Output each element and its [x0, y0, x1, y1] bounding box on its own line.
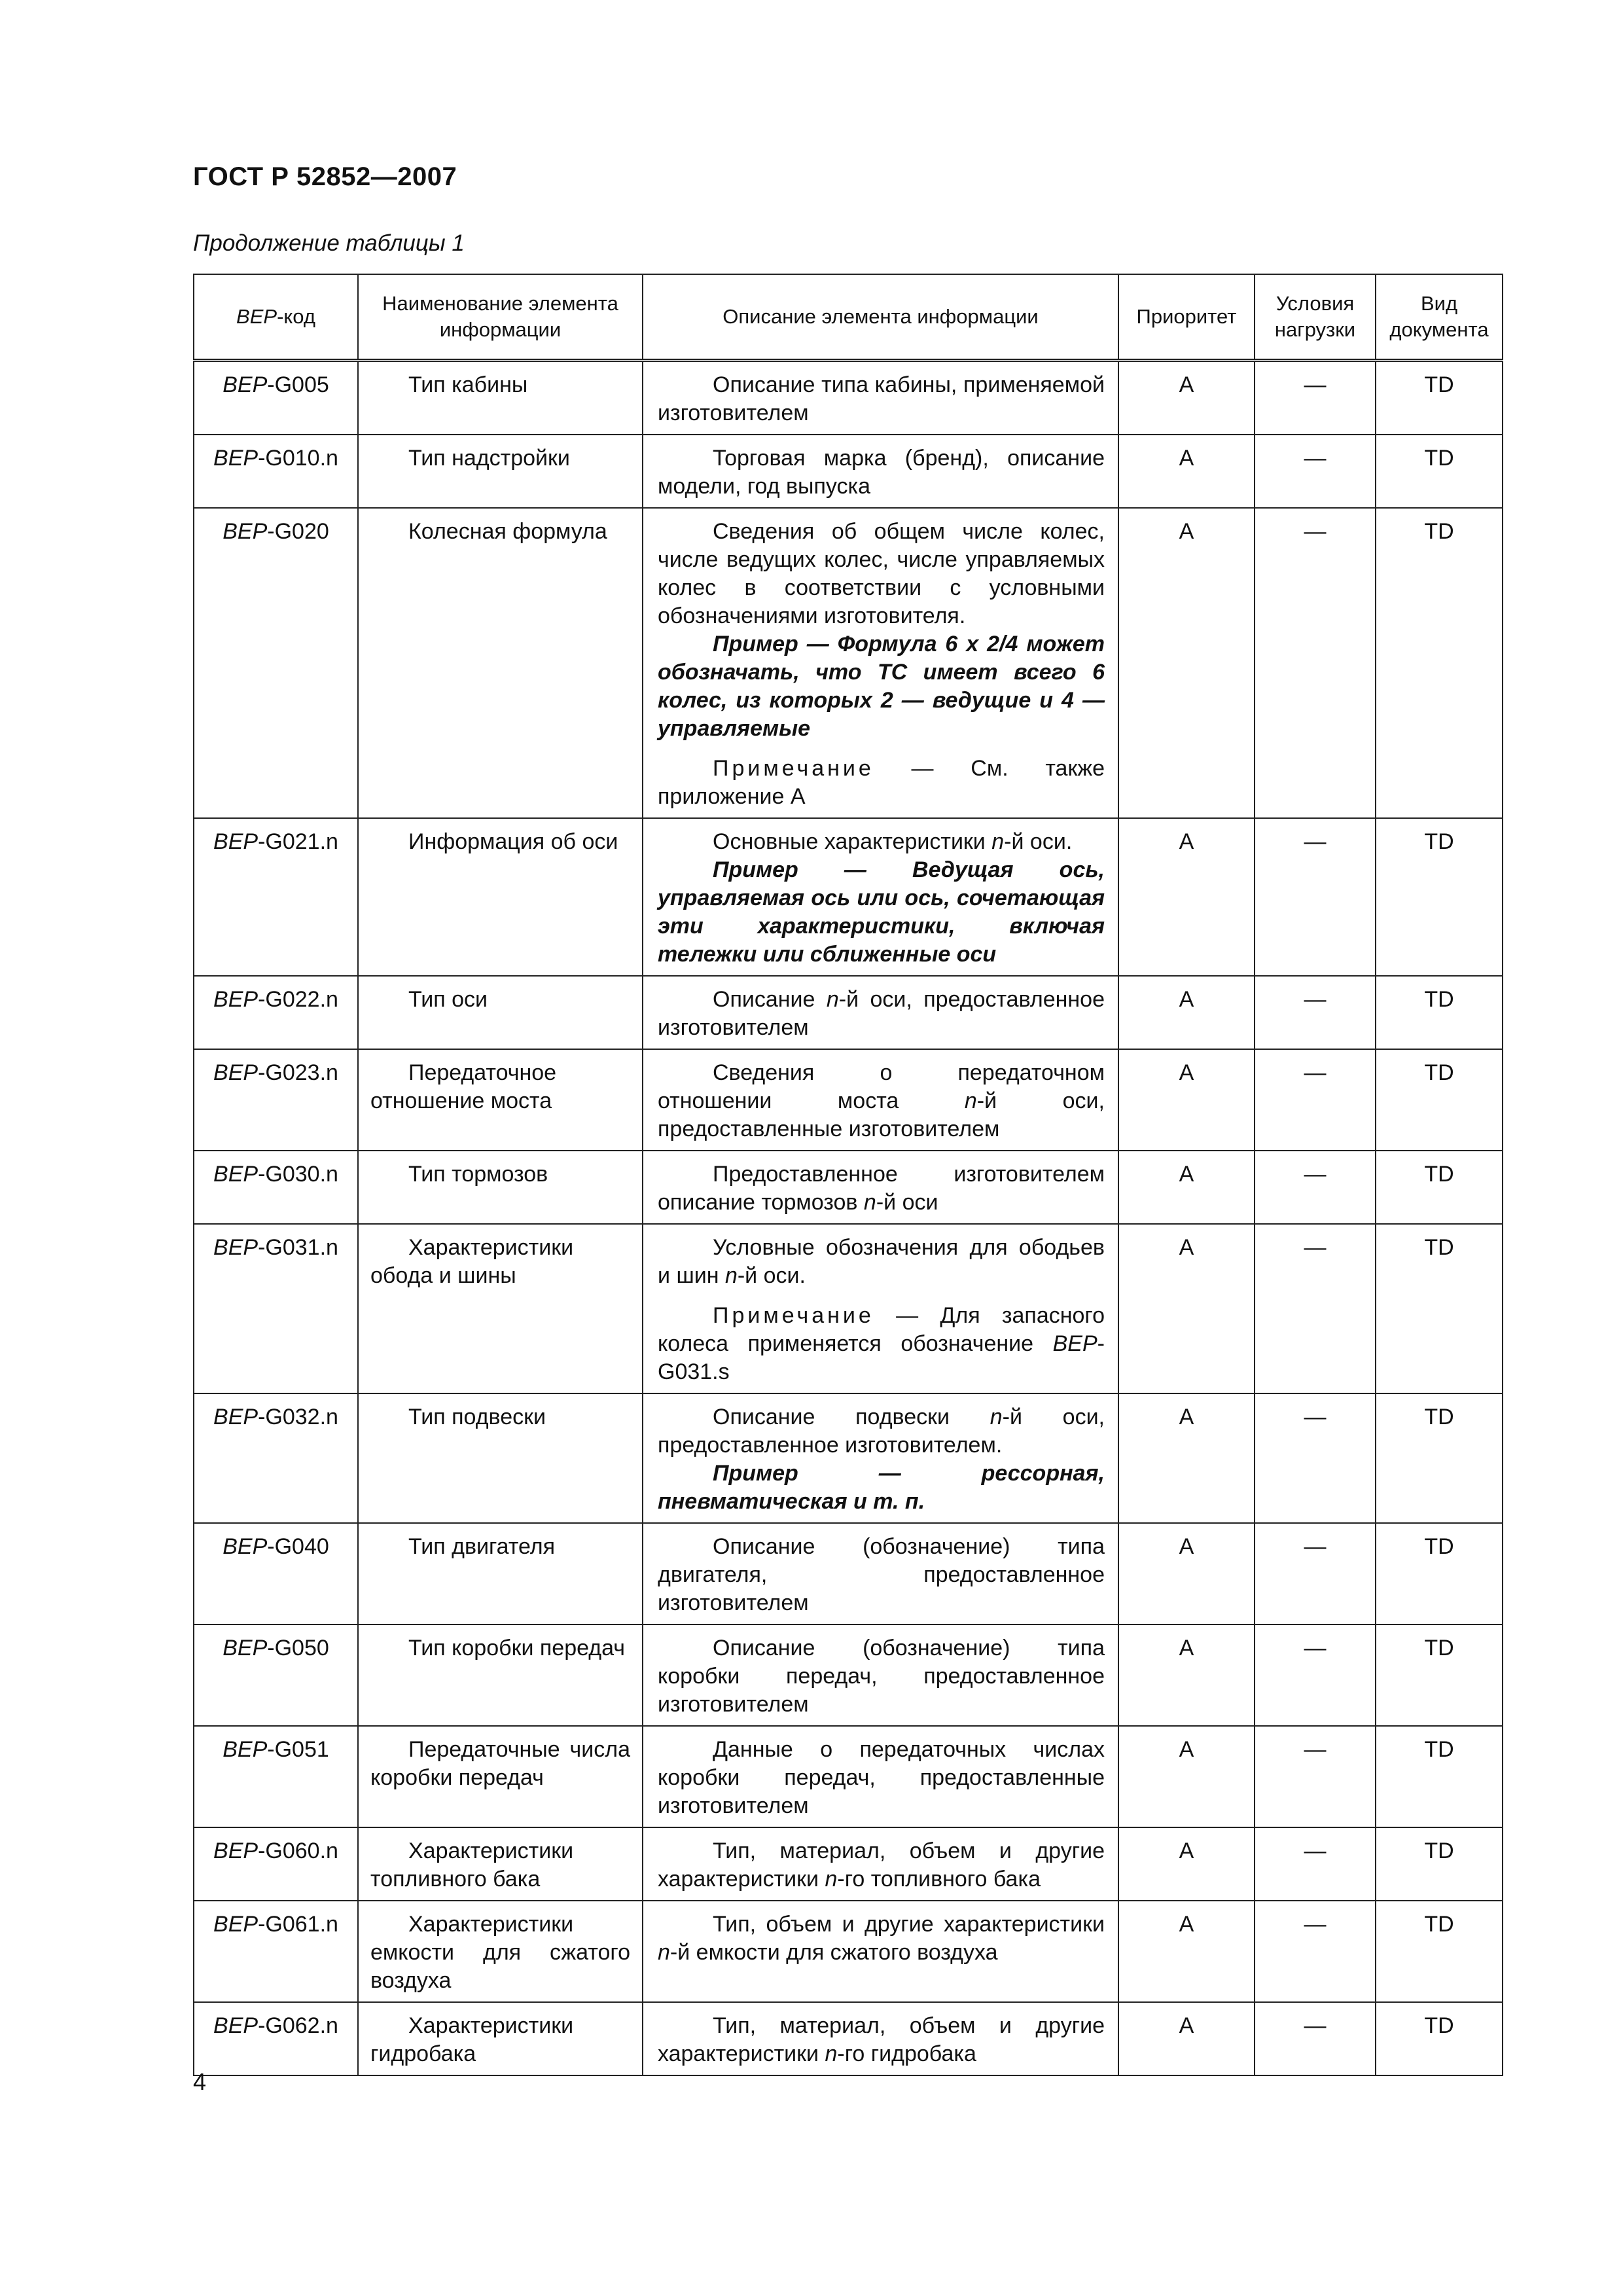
- load-cell: —: [1255, 435, 1376, 508]
- doctype-cell: TD: [1376, 1151, 1503, 1224]
- code-cell: BEP-G023.n: [194, 1049, 358, 1151]
- header-document-type: Вид документа: [1376, 274, 1503, 361]
- table-row: [194, 1151, 1503, 1224]
- description-cell: Основные характеристики n-й оси. Пример — Ведущая ось, управляемая ось или ось, сочетающая эти характеристики, включая тележки или сближенные оси: [643, 818, 1118, 976]
- description-cell: Тип, материал, объем и другие характеристики n-го топливного бака: [643, 1827, 1118, 1901]
- table-row: [194, 1901, 1503, 2002]
- example-text: Пример — рессорная, пневматическая и т. п.: [658, 1461, 1105, 1514]
- doctype-cell: TD: [1376, 1224, 1503, 1393]
- load-cell: —: [1255, 1523, 1376, 1624]
- description-cell: Описание n-й оси, предоставленное изготовителем: [643, 976, 1118, 1049]
- header-name: Наименование элемента информации: [358, 274, 643, 361]
- code-cell: BEP-G022.n: [194, 976, 358, 1049]
- description-cell: Сведения об общем числе колес, числе ведущих колес, числе управляемых колес в соответствии с условными обозначениями изготовителя. Пример — Формула 6 х 2/4 может обозначать, что ТС имеет всего 6 колес, из которых 2 — ведущие и 4 — управляемые Примечание — См. также приложение А: [643, 508, 1118, 818]
- page-number: 4: [193, 2068, 207, 2095]
- table-row: [194, 2002, 1503, 2075]
- table-row: [194, 1049, 1503, 1151]
- description-cell: Описание типа кабины, применяемой изготовителем: [643, 361, 1118, 435]
- name-cell: Передаточное отношение моста: [358, 1049, 643, 1151]
- code-cell: BEP-G032.n: [194, 1393, 358, 1523]
- code-cell: BEP-G051: [194, 1726, 358, 1827]
- name-cell: Тип коробки передач: [358, 1624, 643, 1726]
- description-cell: Данные о передаточных числах коробки передач, предоставленные изготовителем: [643, 1726, 1118, 1827]
- priority-cell: А: [1118, 1901, 1255, 2002]
- doctype-cell: TD: [1376, 818, 1503, 976]
- header-description: Описание элемента информации: [643, 274, 1118, 361]
- code-cell: BEP-G020: [194, 508, 358, 818]
- code-cell: BEP-G005: [194, 361, 358, 435]
- doctype-cell: TD: [1376, 1726, 1503, 1827]
- document-header: ГОСТ Р 52852—2007: [193, 162, 457, 191]
- description-cell: Сведения о передаточном отношении моста n-й оси, предоставленные изготовителем: [643, 1049, 1118, 1151]
- table-row: [194, 1726, 1503, 1827]
- doctype-cell: TD: [1376, 361, 1503, 435]
- example-text: Пример — Формула 6 х 2/4 может обозначать, что ТС имеет всего 6 колес, из которых 2 — ведущие и 4 — управляемые: [658, 632, 1105, 741]
- priority-cell: А: [1118, 1151, 1255, 1224]
- priority-cell: А: [1118, 1049, 1255, 1151]
- name-cell: Тип надстройки: [358, 435, 643, 508]
- table-row: [194, 508, 1503, 818]
- name-cell: Характеристики емкости для сжатого воздуха: [358, 1901, 643, 2002]
- code-cell: BEP-G060.n: [194, 1827, 358, 1901]
- description-cell: Предоставленное изготовителем описание тормозов n-й оси: [643, 1151, 1118, 1224]
- code-cell: BEP-G040: [194, 1523, 358, 1624]
- name-cell: Колесная формула: [358, 508, 643, 818]
- name-cell: Характеристики топливного бака: [358, 1827, 643, 1901]
- load-cell: —: [1255, 508, 1376, 818]
- doctype-cell: TD: [1376, 1393, 1503, 1523]
- note-text: Примечание — См. также приложение А: [658, 756, 1105, 809]
- doctype-cell: TD: [1376, 1049, 1503, 1151]
- description-cell: Описание (обозначение) типа двигателя, предоставленное изготовителем: [643, 1523, 1118, 1624]
- priority-cell: А: [1118, 1726, 1255, 1827]
- priority-cell: А: [1118, 818, 1255, 976]
- priority-cell: А: [1118, 435, 1255, 508]
- table-caption: Продолжение таблицы 1: [193, 230, 465, 256]
- doctype-cell: TD: [1376, 1523, 1503, 1624]
- load-cell: —: [1255, 1049, 1376, 1151]
- load-cell: —: [1255, 1393, 1376, 1523]
- table-row: [194, 1224, 1503, 1393]
- load-cell: —: [1255, 1151, 1376, 1224]
- description-cell: Тип, объем и другие характеристики n-й емкости для сжатого воздуха: [643, 1901, 1118, 2002]
- name-cell: Тип тормозов: [358, 1151, 643, 1224]
- header-code: BEP-код: [194, 274, 358, 361]
- name-cell: Тип оси: [358, 976, 643, 1049]
- load-cell: —: [1255, 1624, 1376, 1726]
- table-header-row: [194, 274, 1503, 361]
- doctype-cell: TD: [1376, 1827, 1503, 1901]
- info-elements-table: [193, 274, 1503, 2076]
- name-cell: Тип подвески: [358, 1393, 643, 1523]
- load-cell: —: [1255, 361, 1376, 435]
- code-cell: BEP-G030.n: [194, 1151, 358, 1224]
- code-cell: BEP-G061.n: [194, 1901, 358, 2002]
- priority-cell: А: [1118, 976, 1255, 1049]
- doctype-cell: TD: [1376, 1624, 1503, 1726]
- description-cell: Описание подвески n-й оси, предоставленное изготовителем. Пример — рессорная, пневматическая и т. п.: [643, 1393, 1118, 1523]
- name-cell: Тип двигателя: [358, 1523, 643, 1624]
- code-cell: BEP-G010.n: [194, 435, 358, 508]
- description-cell: Описание (обозначение) типа коробки передач, предоставленное изготовителем: [643, 1624, 1118, 1726]
- priority-cell: А: [1118, 2002, 1255, 2075]
- name-cell: Характеристики обода и шины: [358, 1224, 643, 1393]
- load-cell: —: [1255, 1827, 1376, 1901]
- priority-cell: А: [1118, 1523, 1255, 1624]
- header-load-conditions: Условия нагрузки: [1255, 274, 1376, 361]
- load-cell: —: [1255, 1901, 1376, 2002]
- load-cell: —: [1255, 1224, 1376, 1393]
- description-cell: Условные обозначения для ободьев и шин n-й оси. Примечание — Для запасного колеса применяется обозначение BEP-G031.s: [643, 1224, 1118, 1393]
- priority-cell: А: [1118, 1827, 1255, 1901]
- load-cell: —: [1255, 1726, 1376, 1827]
- doctype-cell: TD: [1376, 508, 1503, 818]
- priority-cell: А: [1118, 361, 1255, 435]
- doctype-cell: TD: [1376, 976, 1503, 1049]
- header-priority: Приоритет: [1118, 274, 1255, 361]
- doctype-cell: TD: [1376, 1901, 1503, 2002]
- name-cell: Тип кабины: [358, 361, 643, 435]
- description-cell: Тип, материал, объем и другие характеристики n-го гидробака: [643, 2002, 1118, 2075]
- note-text: Примечание — Для запасного колеса применяется обозначение BEP-G031.s: [658, 1303, 1105, 1384]
- doctype-cell: TD: [1376, 435, 1503, 508]
- table-row: [194, 435, 1503, 508]
- description-cell: Торговая марка (бренд), описание модели, год выпуска: [643, 435, 1118, 508]
- table-row: [194, 1393, 1503, 1523]
- name-cell: Характеристики гидробака: [358, 2002, 643, 2075]
- example-text: Пример — Ведущая ось, управляемая ось или ось, сочетающая эти характеристики, включая тележки или сближенные оси: [658, 857, 1105, 967]
- table-row: [194, 976, 1503, 1049]
- name-cell: Информация об оси: [358, 818, 643, 976]
- table-row: [194, 1624, 1503, 1726]
- load-cell: —: [1255, 818, 1376, 976]
- code-cell: BEP-G062.n: [194, 2002, 358, 2075]
- priority-cell: А: [1118, 508, 1255, 818]
- load-cell: —: [1255, 976, 1376, 1049]
- name-cell: Передаточные числа коробки передач: [358, 1726, 643, 1827]
- priority-cell: А: [1118, 1624, 1255, 1726]
- table-row: [194, 361, 1503, 435]
- priority-cell: А: [1118, 1393, 1255, 1523]
- table-row: [194, 1523, 1503, 1624]
- code-cell: BEP-G031.n: [194, 1224, 358, 1393]
- doctype-cell: TD: [1376, 2002, 1503, 2075]
- table-row: [194, 1827, 1503, 1901]
- table-row: [194, 818, 1503, 976]
- load-cell: —: [1255, 2002, 1376, 2075]
- priority-cell: А: [1118, 1224, 1255, 1393]
- code-cell: BEP-G021.n: [194, 818, 358, 976]
- code-cell: BEP-G050: [194, 1624, 358, 1726]
